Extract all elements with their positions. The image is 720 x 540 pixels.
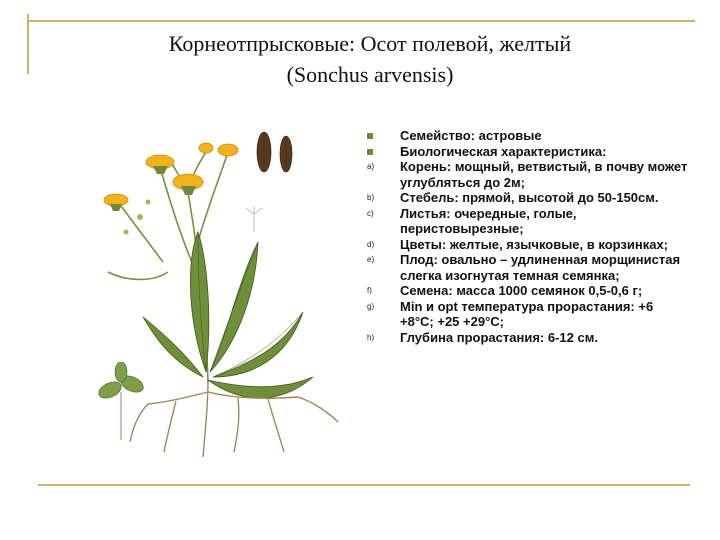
list-marker: e) <box>367 255 375 264</box>
slide-title <box>60 28 680 90</box>
list-item-text: Корень: мощный, ветвистый, в почву может углубляться до 2м; <box>400 159 688 190</box>
frame-bottom-rule <box>38 484 690 486</box>
list-item <box>360 283 690 299</box>
slide-title-line1: Корнеотпрысковые: Осот полевой, желтый <box>168 31 572 56</box>
list-item-text: Глубина прорастания: 6-12 см. <box>400 329 598 345</box>
bullet-square <box>367 128 391 145</box>
list-marker: f) <box>367 286 372 295</box>
frame-left-rule <box>27 14 29 74</box>
list-item <box>360 144 690 160</box>
list-item <box>360 190 690 206</box>
list-item <box>360 128 690 144</box>
list-item-text: Стебель: прямой, высотой до 50-150см. <box>400 190 659 205</box>
list-item <box>360 330 690 346</box>
list-item <box>360 237 690 253</box>
list-marker: h) <box>367 332 375 342</box>
frame-top-rule <box>27 20 695 22</box>
list-marker: c) <box>367 208 374 218</box>
list-item-text: Биологическая характеристика: <box>400 143 607 159</box>
list-item-text: Min и opt температура прорастания: +6 +8°С; +25 +29°С; <box>400 298 654 329</box>
bullet-square <box>367 144 391 161</box>
slide-title-line2: (Sonchus arvensis) <box>286 62 454 87</box>
list-item <box>360 252 690 283</box>
list-marker: a) <box>367 162 375 171</box>
list-item <box>360 206 690 237</box>
list-marker: d) <box>367 239 375 249</box>
list-item-text: Плод: овально – удлиненная морщинистая слегка изогнутая темная семянка; <box>400 252 681 283</box>
list-marker: b) <box>367 193 375 202</box>
list-item <box>360 159 690 190</box>
list-item-text: Цветы: желтые, язычковые, в корзинках; <box>400 236 669 252</box>
list-item-text: Семена: масса 1000 семянок 0,5-0,6 г; <box>400 283 643 298</box>
characteristics-list <box>360 128 690 345</box>
list-item-text: Семейство: астровые <box>400 128 542 143</box>
list-item-text: Листья: очередные, голые, перистовырезные; <box>400 205 577 236</box>
list-item <box>360 299 690 330</box>
sonchus-plant-illustration <box>88 122 356 462</box>
list-marker: g) <box>367 301 375 311</box>
